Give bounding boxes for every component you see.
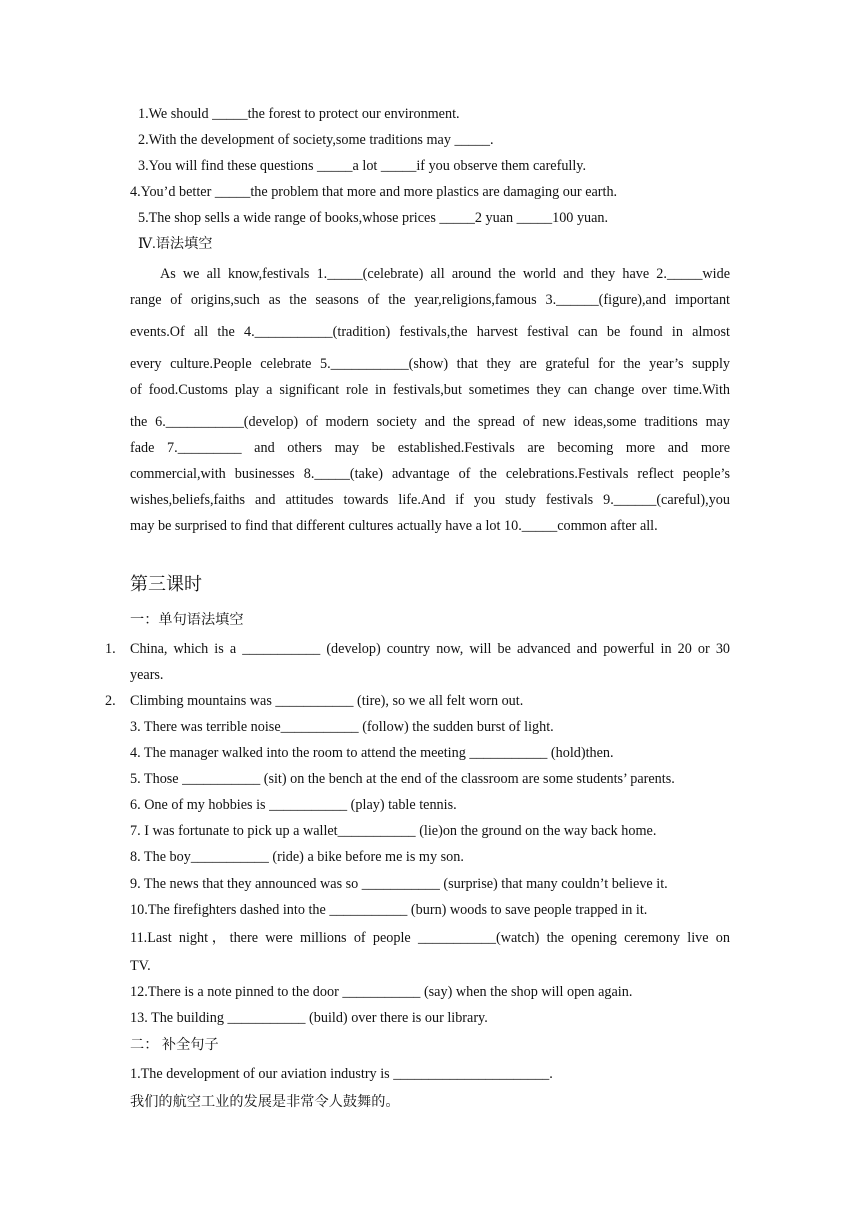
part1-item-10: 10.The firefighters dashed into the ___________ (burn) woods to save people trapped in it. — [130, 902, 648, 918]
part1-item-12: 12.There is a note pinned to the door ___________ (say) when the shop will open again. — [130, 984, 633, 1000]
passage-line-6: the 6.___________(develop) of modern society and the spread of new ideas,some traditions may — [130, 414, 730, 430]
part1-item-7: 7. I was fortunate to pick up a wallet___________ (lie)on the ground on the way back home. — [130, 823, 657, 839]
part1-item-4: 4. The manager walked into the room to attend the meeting ___________ (hold)then. — [130, 745, 614, 761]
lesson-title: 第三课时 — [130, 574, 202, 594]
passage-line-3: events.Of all the 4.___________(tradition) festivals,the harvest festival can be found in almost — [130, 324, 730, 340]
part1-item-11-line-1: 11.Last night，there were millions of people ___________(watch) the opening ceremony live on — [130, 930, 730, 946]
item-number-2: 2. — [105, 693, 116, 709]
part1-item-1-line-2: years. — [130, 667, 164, 683]
passage-line-7: fade 7._________ and others may be established.Festivals are becoming more and more — [130, 440, 730, 456]
part2-item-1: 1.The development of our aviation industry is ______________________. — [130, 1066, 553, 1082]
part1-item-1-line-1: China, which is a ___________ (develop) country now, will be advanced and powerful in 20 or 30 — [130, 641, 730, 657]
part1-item-6: 6. One of my hobbies is ___________ (play) table tennis. — [130, 797, 457, 813]
passage-line-9: wishes,beliefs,faiths and attitudes towards life.And if you study festivals 9.______(careful),you — [130, 492, 730, 508]
exercise-ii-item-5: 5.The shop sells a wide range of books,whose prices _____2 yuan _____100 yuan. — [138, 210, 609, 226]
part1-item-2: Climbing mountains was ___________ (tire), so we all felt worn out. — [130, 693, 524, 709]
passage-line-10: may be surprised to find that different cultures actually have a lot 10._____common after all. — [130, 518, 658, 534]
passage-line-8: commercial,with businesses 8._____(take) advantage of the celebrations.Festivals reflect people’s — [130, 466, 730, 482]
exercise-ii-item-2: 2.With the development of society,some traditions may _____. — [138, 132, 494, 148]
exercise-ii-item-4: 4.You’d better _____the problem that more and more plastics are damaging our earth. — [130, 184, 618, 200]
part1-item-5: 5. Those ___________ (sit) on the bench at the end of the classroom are some students’ parents. — [130, 771, 675, 787]
part1-item-11-line-2: TV. — [130, 958, 151, 974]
part1-title: 一：单句语法填空 — [130, 612, 244, 628]
part2-item-1-translation: 我们的航空工业的发展是非常令人鼓舞的。 — [130, 1094, 400, 1110]
passage-line-4: every culture.People celebrate 5.___________(show) that they are grateful for the year’s supply — [130, 356, 730, 372]
part1-item-3: 3. There was terrible noise___________ (follow) the sudden burst of light. — [130, 719, 554, 735]
part2-title: 二： 补全句子 — [130, 1037, 219, 1053]
part1-item-13: 13. The building ___________ (build) over there is our library. — [130, 1010, 488, 1026]
exercise-ii-item-1: 1.We should _____the forest to protect our environment. — [138, 106, 460, 122]
passage-line-2: range of origins,such as the seasons of the year,religions,famous 3.______(figure),and important — [130, 292, 730, 308]
section-iv-title: Ⅳ.语法填空 — [138, 236, 213, 252]
passage-line-1: As we all know,festivals 1._____(celebrate) all around the world and they have 2._____wide — [160, 266, 730, 282]
part1-item-9: 9. The news that they announced was so ___________ (surprise) that many couldn’t believe it. — [130, 876, 668, 892]
part1-item-8: 8. The boy___________ (ride) a bike before me is my son. — [130, 849, 464, 865]
exercise-ii-item-3: 3.You will find these questions _____a lot _____if you observe them carefully. — [138, 158, 587, 174]
item-number-1: 1. — [105, 641, 116, 657]
passage-line-5: of food.Customs play a significant role in festivals,but sometimes they can change over time.With — [130, 382, 730, 398]
